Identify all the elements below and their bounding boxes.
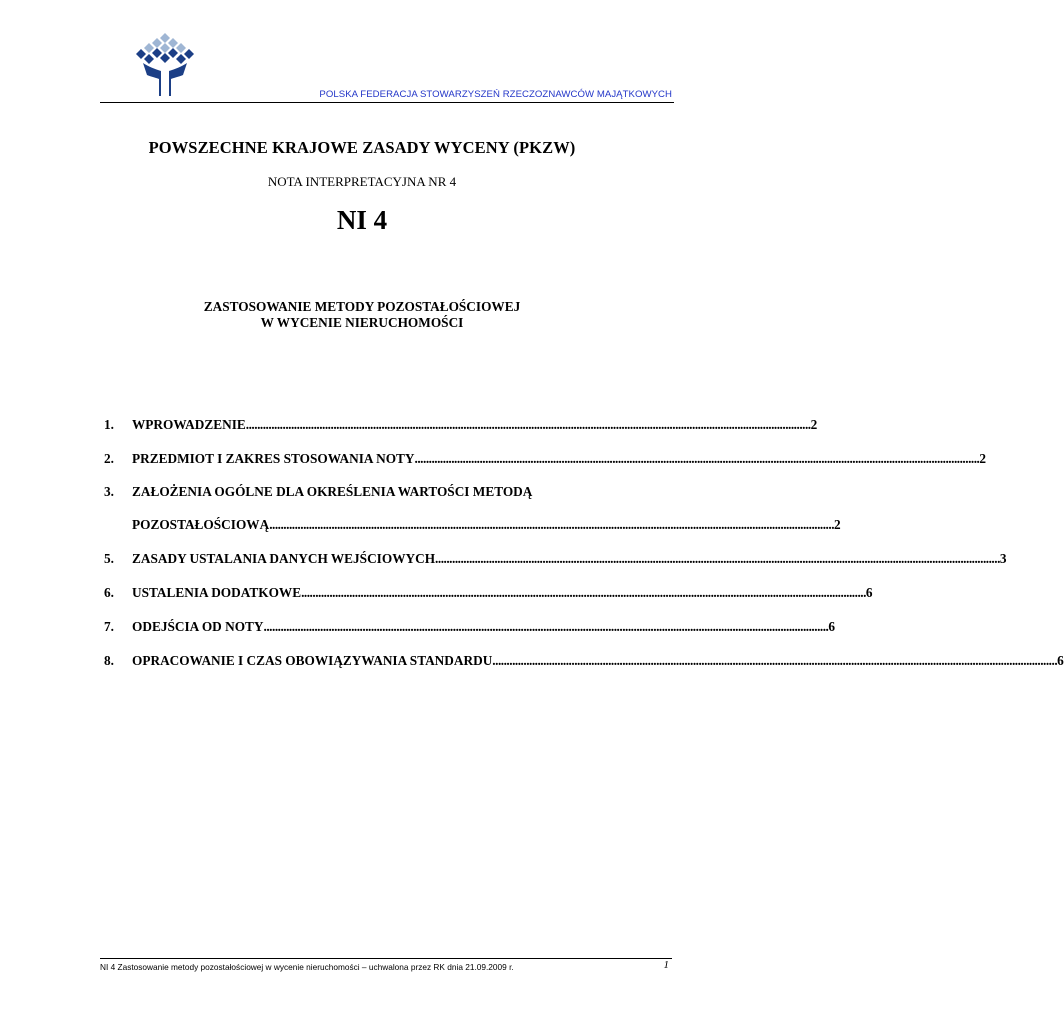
toc-number: 6. (104, 585, 114, 600)
toc-number: 5. (104, 551, 114, 566)
toc-page: 6 (828, 619, 836, 634)
toc-leader: ........................................................................................................................................................................................................ (492, 653, 1058, 668)
toc-title: ZASADY USTALANIA DANYCH WEJŚCIOWYCH (132, 551, 436, 566)
toc-number: 8. (104, 653, 114, 668)
toc-title: ODEJŚCIA OD NOTY (132, 619, 264, 634)
toc-number: 7. (104, 619, 114, 634)
toc-title: WPROWADZENIE (132, 417, 246, 432)
toc-entry[interactable] (104, 415, 818, 435)
toc-number: 1. (104, 417, 114, 432)
toc-entry[interactable] (104, 617, 836, 637)
header-divider (100, 102, 674, 103)
toc-title: USTALENIA DODATKOWE (132, 585, 302, 600)
toc-entry[interactable] (104, 549, 1007, 569)
toc-page: 2 (810, 417, 818, 432)
toc-entry[interactable] (104, 651, 1064, 671)
toc-title: OPRACOWANIE I CZAS OBOWIĄZYWANIA STANDARDU (132, 653, 493, 668)
toc-title: PRZEDMIOT I ZAKRES STOSOWANIA NOTY (132, 451, 415, 466)
page-number: 1 (663, 959, 669, 971)
document-title: POWSZECHNE KRAJOWE ZASADY WYCENY (PKZW) (148, 138, 576, 157)
footer-text: NI 4 Zastosowanie metody pozostałościowej w wycenie nieruchomości – uchwalona przez RK dnia 21.09.2009 r. (100, 962, 514, 972)
toc-leader: ........................................................................................................................................................................................................ (435, 551, 1000, 566)
toc-entry[interactable] (104, 583, 873, 603)
topic-line-1: ZASTOSOWANIE METODY POZOSTAŁOŚCIOWEJ (203, 299, 521, 314)
toc-leader: ........................................................................................................................................................................................................ (263, 619, 829, 634)
topic-line-2: W WYCENIE NIERUCHOMOŚCI (260, 315, 464, 330)
toc-leader: ........................................................................................................................................................................................................ (414, 451, 980, 466)
toc-title: ZAŁOŻENIA OGÓLNE DLA OKREŚLENIA WARTOŚCI METODĄ (132, 484, 533, 499)
toc-entry[interactable] (104, 449, 987, 469)
toc-entry[interactable] (104, 482, 655, 502)
toc-entry-continued[interactable] (104, 515, 841, 535)
footer-divider (100, 958, 672, 959)
toc-page: 6 (1057, 653, 1064, 668)
toc-leader: ........................................................................................................................................................................................................ (269, 517, 835, 532)
organization-name: POLSKA FEDERACJA STOWARZYSZEŃ RZECZOZNAWCÓW MAJĄTKOWYCH (319, 89, 672, 100)
federation-logo-icon (137, 33, 193, 97)
toc-page: 2 (979, 451, 987, 466)
toc-page: 6 (865, 585, 873, 600)
toc-number: 3. (104, 484, 114, 499)
toc-leader: ........................................................................................................................................................................................................ (301, 585, 866, 600)
toc-page: 3 (999, 551, 1007, 566)
toc-title-continued: POZOSTAŁOŚCIOWĄ (132, 517, 270, 532)
toc-number: 2. (104, 451, 114, 466)
document-code: NI 4 (336, 205, 388, 235)
toc-page: 2 (834, 517, 841, 532)
document-topic (0, 299, 724, 331)
document-subtitle: NOTA INTERPRETACYJNA NR 4 (267, 174, 457, 189)
toc-leader: ........................................................................................................................................................................................................ (245, 417, 811, 432)
